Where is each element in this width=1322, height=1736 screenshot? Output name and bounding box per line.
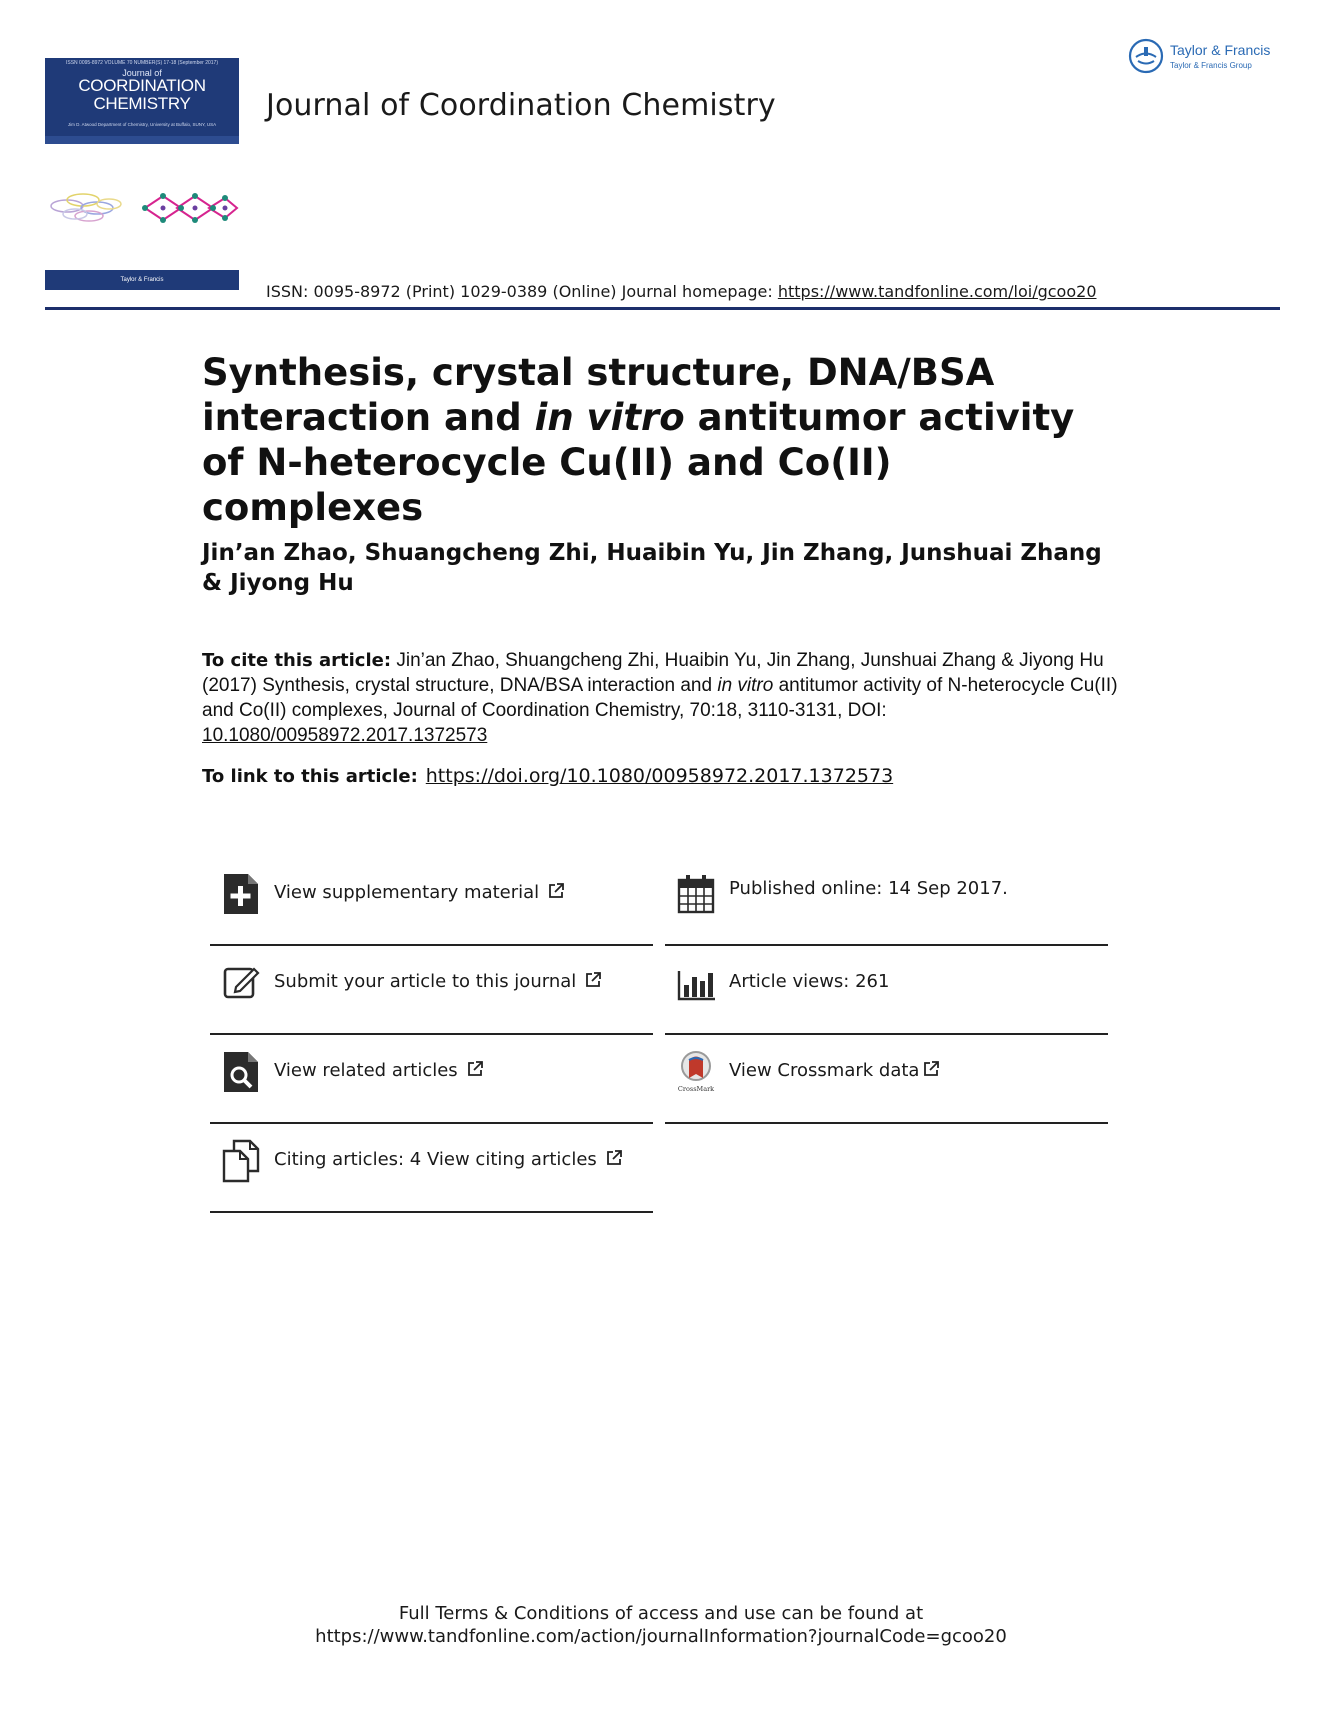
crossmark-text: View Crossmark data xyxy=(729,1060,920,1081)
view-related-cell[interactable] xyxy=(210,1040,650,1128)
citation-text-1: Jin’an Zhao, Shuangcheng Zhi, Huaibin Yu, Jin Zhang, Junshuai Zhang & Jiyong Hu (2017) Synthesis, crystal structure, DNA/BSA interaction and xyxy=(202,650,1104,696)
article-title-part2: antitumor activity of N-heterocycle Cu(II) and Co(II) complexes xyxy=(202,396,1075,529)
footer-line1: Full Terms & Conditions of access and use can be found at xyxy=(398,1603,924,1624)
footer-line2[interactable]: https://www.tandfonline.com/action/journalInformation?journalCode=gcoo20 xyxy=(315,1626,1007,1647)
supplementary-text: View supplementary material xyxy=(274,882,540,903)
header-rule xyxy=(45,307,1280,310)
file-plus-icon xyxy=(222,872,260,916)
bar-chart-icon xyxy=(677,961,715,1005)
external-link-icon xyxy=(922,1060,940,1078)
issn-line xyxy=(266,282,1097,301)
article-views-label: Article views: 261 xyxy=(729,971,890,992)
view-related-label xyxy=(274,1060,484,1081)
cover-name-line2: CHEMISTRY xyxy=(93,94,191,113)
citation-doi-link[interactable]: 10.1080/00958972.2017.1372573 xyxy=(202,725,488,746)
submit-article-cell[interactable] xyxy=(210,951,650,1039)
citation-italic: in vitro xyxy=(717,675,774,696)
submit-article-label xyxy=(274,971,602,992)
publisher-group: Taylor & Francis Group xyxy=(1170,61,1252,70)
external-link-icon xyxy=(605,1149,623,1167)
article-doi-url[interactable]: https://doi.org/10.1080/00958972.2017.1372573 xyxy=(425,765,894,787)
crossmark-logo-icon xyxy=(677,1050,715,1094)
citing-text: Citing articles: 4 View citing articles xyxy=(274,1149,597,1170)
citing-articles-label xyxy=(274,1149,623,1170)
calendar-icon xyxy=(677,872,715,916)
edit-pencil-icon xyxy=(222,961,260,1005)
divider xyxy=(210,1033,653,1035)
taylor-francis-logo[interactable] xyxy=(1128,38,1288,78)
external-link-icon xyxy=(547,882,565,900)
journal-title: Journal of Coordination Chemistry xyxy=(266,88,776,123)
related-text: View related articles xyxy=(274,1060,458,1081)
issn-text: ISSN: 0095-8972 (Print) 1029-0389 (Online) Journal homepage: xyxy=(266,282,778,301)
external-link-icon xyxy=(466,1060,484,1078)
view-crossmark-label xyxy=(729,1060,940,1081)
cover-publisher: Taylor & Francis xyxy=(120,277,164,283)
publisher-name: Taylor & Francis xyxy=(1170,42,1271,58)
cover-strip xyxy=(45,136,239,144)
citation-text-2: antitumor activity of N-heterocycle Cu(II) and Co(II) complexes, Journal of Coordination Chemistry, 70:18, 3110-3131, DOI: xyxy=(202,675,1118,721)
divider xyxy=(665,944,1108,946)
article-title xyxy=(202,350,1122,530)
document-search-icon xyxy=(222,1050,260,1094)
taylor-francis-emblem-icon xyxy=(1128,38,1164,74)
cover-title-band xyxy=(45,58,239,138)
cover-editor: Jim D. Atwood Department of Chemistry, University at Buffalo, SUNY, USA xyxy=(67,122,217,127)
published-online-label: Published online: 14 Sep 2017. xyxy=(729,878,1008,899)
view-crossmark-cell[interactable] xyxy=(665,1040,1105,1128)
cover-name-line1: COORDINATION xyxy=(78,76,206,95)
published-online-cell xyxy=(665,862,1105,950)
citation-label: To cite this article: xyxy=(202,650,392,671)
cover-journal-of: Journal of xyxy=(122,68,162,78)
journal-homepage-link[interactable]: https://www.tandfonline.com/loi/gcoo20 xyxy=(777,282,1097,301)
citation-block xyxy=(202,648,1142,748)
citing-articles-cell[interactable] xyxy=(210,1129,650,1217)
view-supplementary-cell[interactable] xyxy=(210,862,650,950)
crossmark-logo-text: CrossMark xyxy=(677,1085,715,1093)
divider xyxy=(210,1122,653,1124)
article-views-cell xyxy=(665,951,1105,1039)
cover-journal-name xyxy=(45,77,239,113)
article-title-part1: Synthesis, crystal structure, DNA/BSA interaction and xyxy=(202,351,995,439)
article-link-line xyxy=(202,765,893,787)
external-link-icon xyxy=(584,971,602,989)
divider xyxy=(210,944,653,946)
divider xyxy=(665,1033,1108,1035)
article-title-italic: in vitro xyxy=(534,396,685,439)
terms-footer xyxy=(0,1602,1322,1648)
authors: Jin’an Zhao, Shuangcheng Zhi, Huaibin Yu, Jin Zhang, Junshuai Zhang & Jiyong Hu xyxy=(202,540,1102,596)
view-supplementary-label xyxy=(274,882,565,903)
divider xyxy=(210,1211,653,1213)
copy-documents-icon xyxy=(222,1139,260,1183)
divider xyxy=(665,1122,1108,1124)
journal-cover-thumbnail xyxy=(45,58,239,292)
cover-issn: ISSN 0095-8972 VOLUME 70 NUMBER(S) 17-18 (September 2017) xyxy=(65,60,218,66)
cover-crystal-artwork xyxy=(45,178,239,238)
cover-publisher-band xyxy=(45,270,239,290)
article-link-label: To link to this article: xyxy=(202,766,418,787)
submit-text: Submit your article to this journal xyxy=(274,971,577,992)
